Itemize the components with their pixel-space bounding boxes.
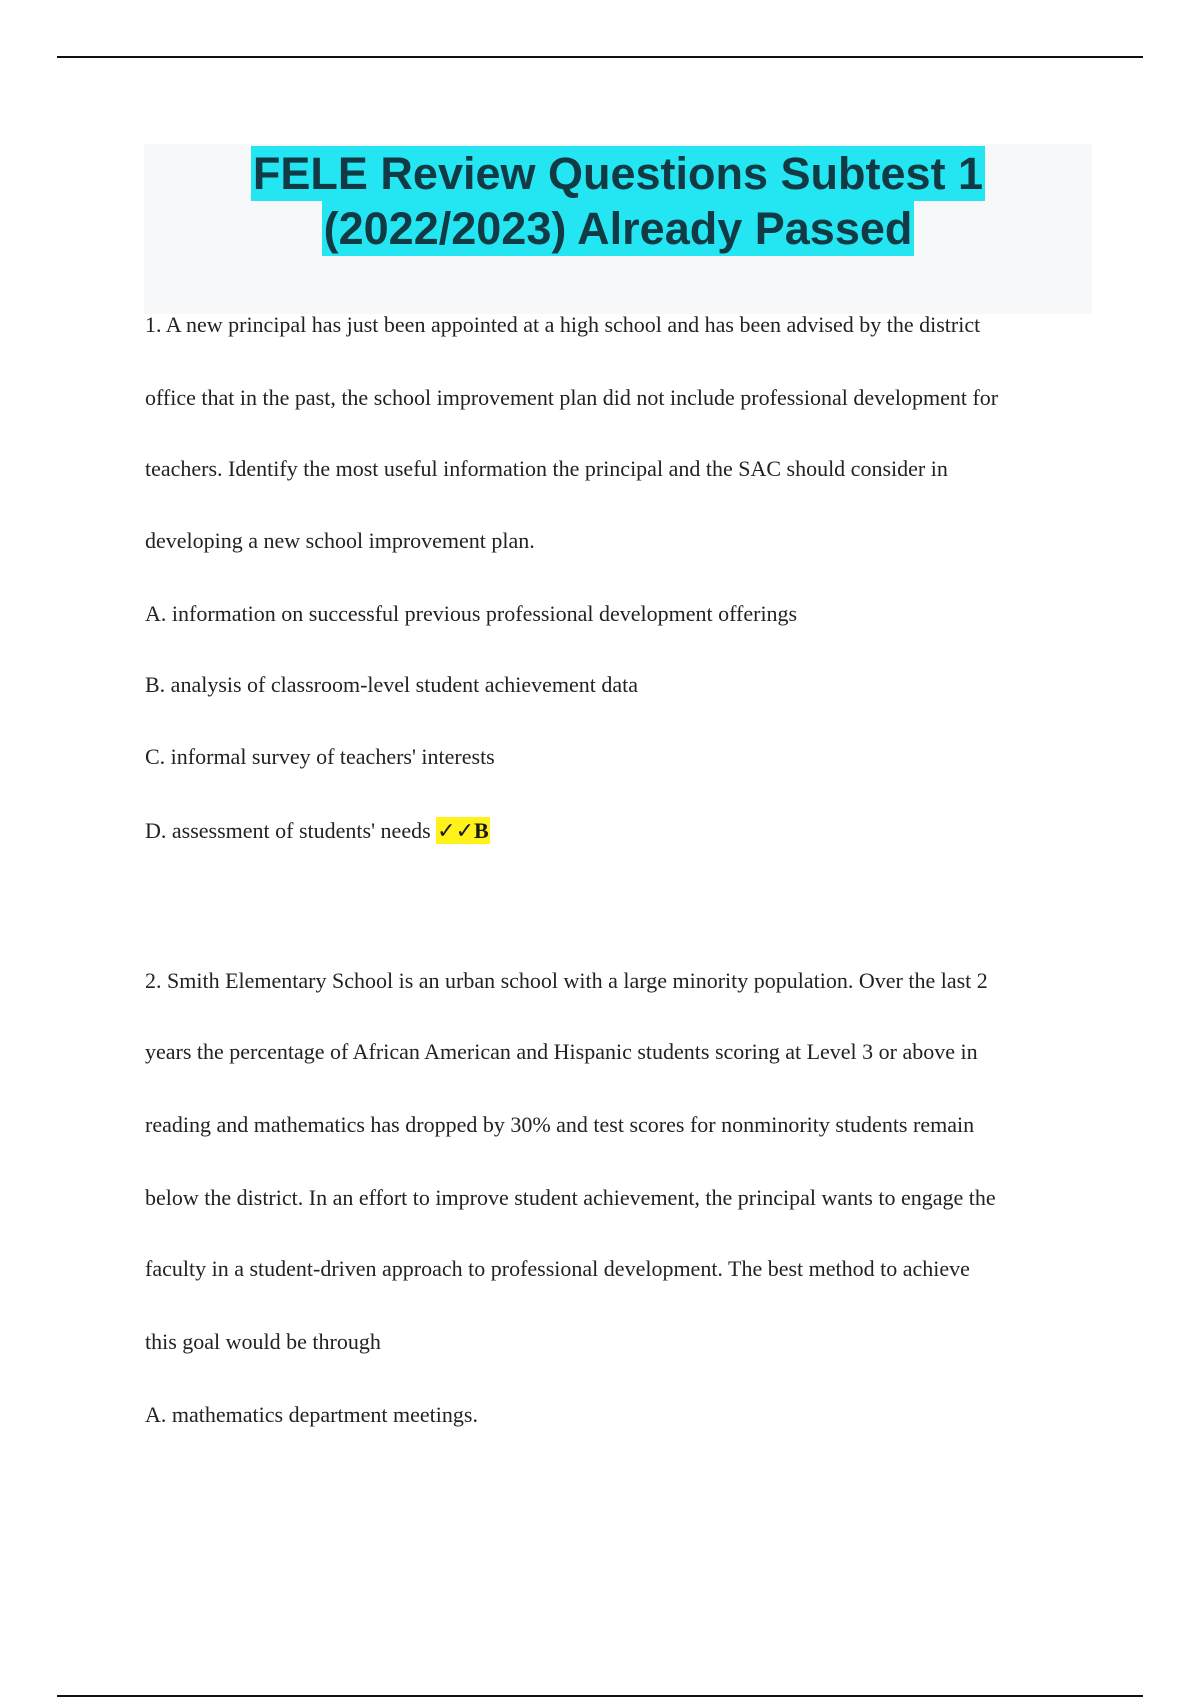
question-2-stem-line-4: below the district. In an effort to improve student achievement, the principal wants to engage the (145, 1185, 996, 1210)
answer-badge (436, 817, 490, 844)
question-1-option-c: C. informal survey of teachers' interests (145, 744, 495, 769)
document-title-line-2: (2022/2023) Already Passed (323, 203, 913, 254)
checkmark-icon: ✓✓ (437, 819, 475, 844)
title-banner (144, 144, 1092, 314)
question-1-stem-line-4: developing a new school improvement plan. (145, 528, 535, 553)
question-2-option-a: A. mathematics department meetings. (145, 1402, 478, 1427)
question-1-stem-line-1: 1. A new principal has just been appointed at a high school and has been advised by the district (145, 312, 981, 337)
question-2-stem-line-2: years the percentage of African American and Hispanic students scoring at Level 3 or above in (145, 1039, 978, 1064)
question-1-option-d: D. assessment of students' needs (145, 818, 431, 843)
document-title-line-1: FELE Review Questions Subtest 1 (252, 148, 984, 199)
question-2-stem-line-6: this goal would be through (145, 1329, 381, 1354)
bottom-divider (57, 1695, 1143, 1697)
question-2-stem-line-1: 2. Smith Elementary School is an urban school with a large minority population. Over the last 2 (145, 968, 988, 993)
top-divider (57, 56, 1143, 58)
question-1-option-a: A. information on successful previous professional development offerings (145, 601, 798, 626)
answer-letter: B (474, 818, 489, 843)
question-2-stem-line-3: reading and mathematics has dropped by 30% and test scores for nonminority students remain (145, 1112, 975, 1137)
question-1-option-b: B. analysis of classroom-level student achievement data (145, 672, 639, 697)
question-1-stem-line-3: teachers. Identify the most useful information the principal and the SAC should consider in (145, 456, 948, 481)
question-1-stem-line-2: office that in the past, the school improvement plan did not include professional development for (145, 385, 999, 410)
question-2-stem-line-5: faculty in a student-driven approach to professional development. The best method to achieve (145, 1256, 970, 1281)
question-1-option-d-row (145, 817, 490, 846)
